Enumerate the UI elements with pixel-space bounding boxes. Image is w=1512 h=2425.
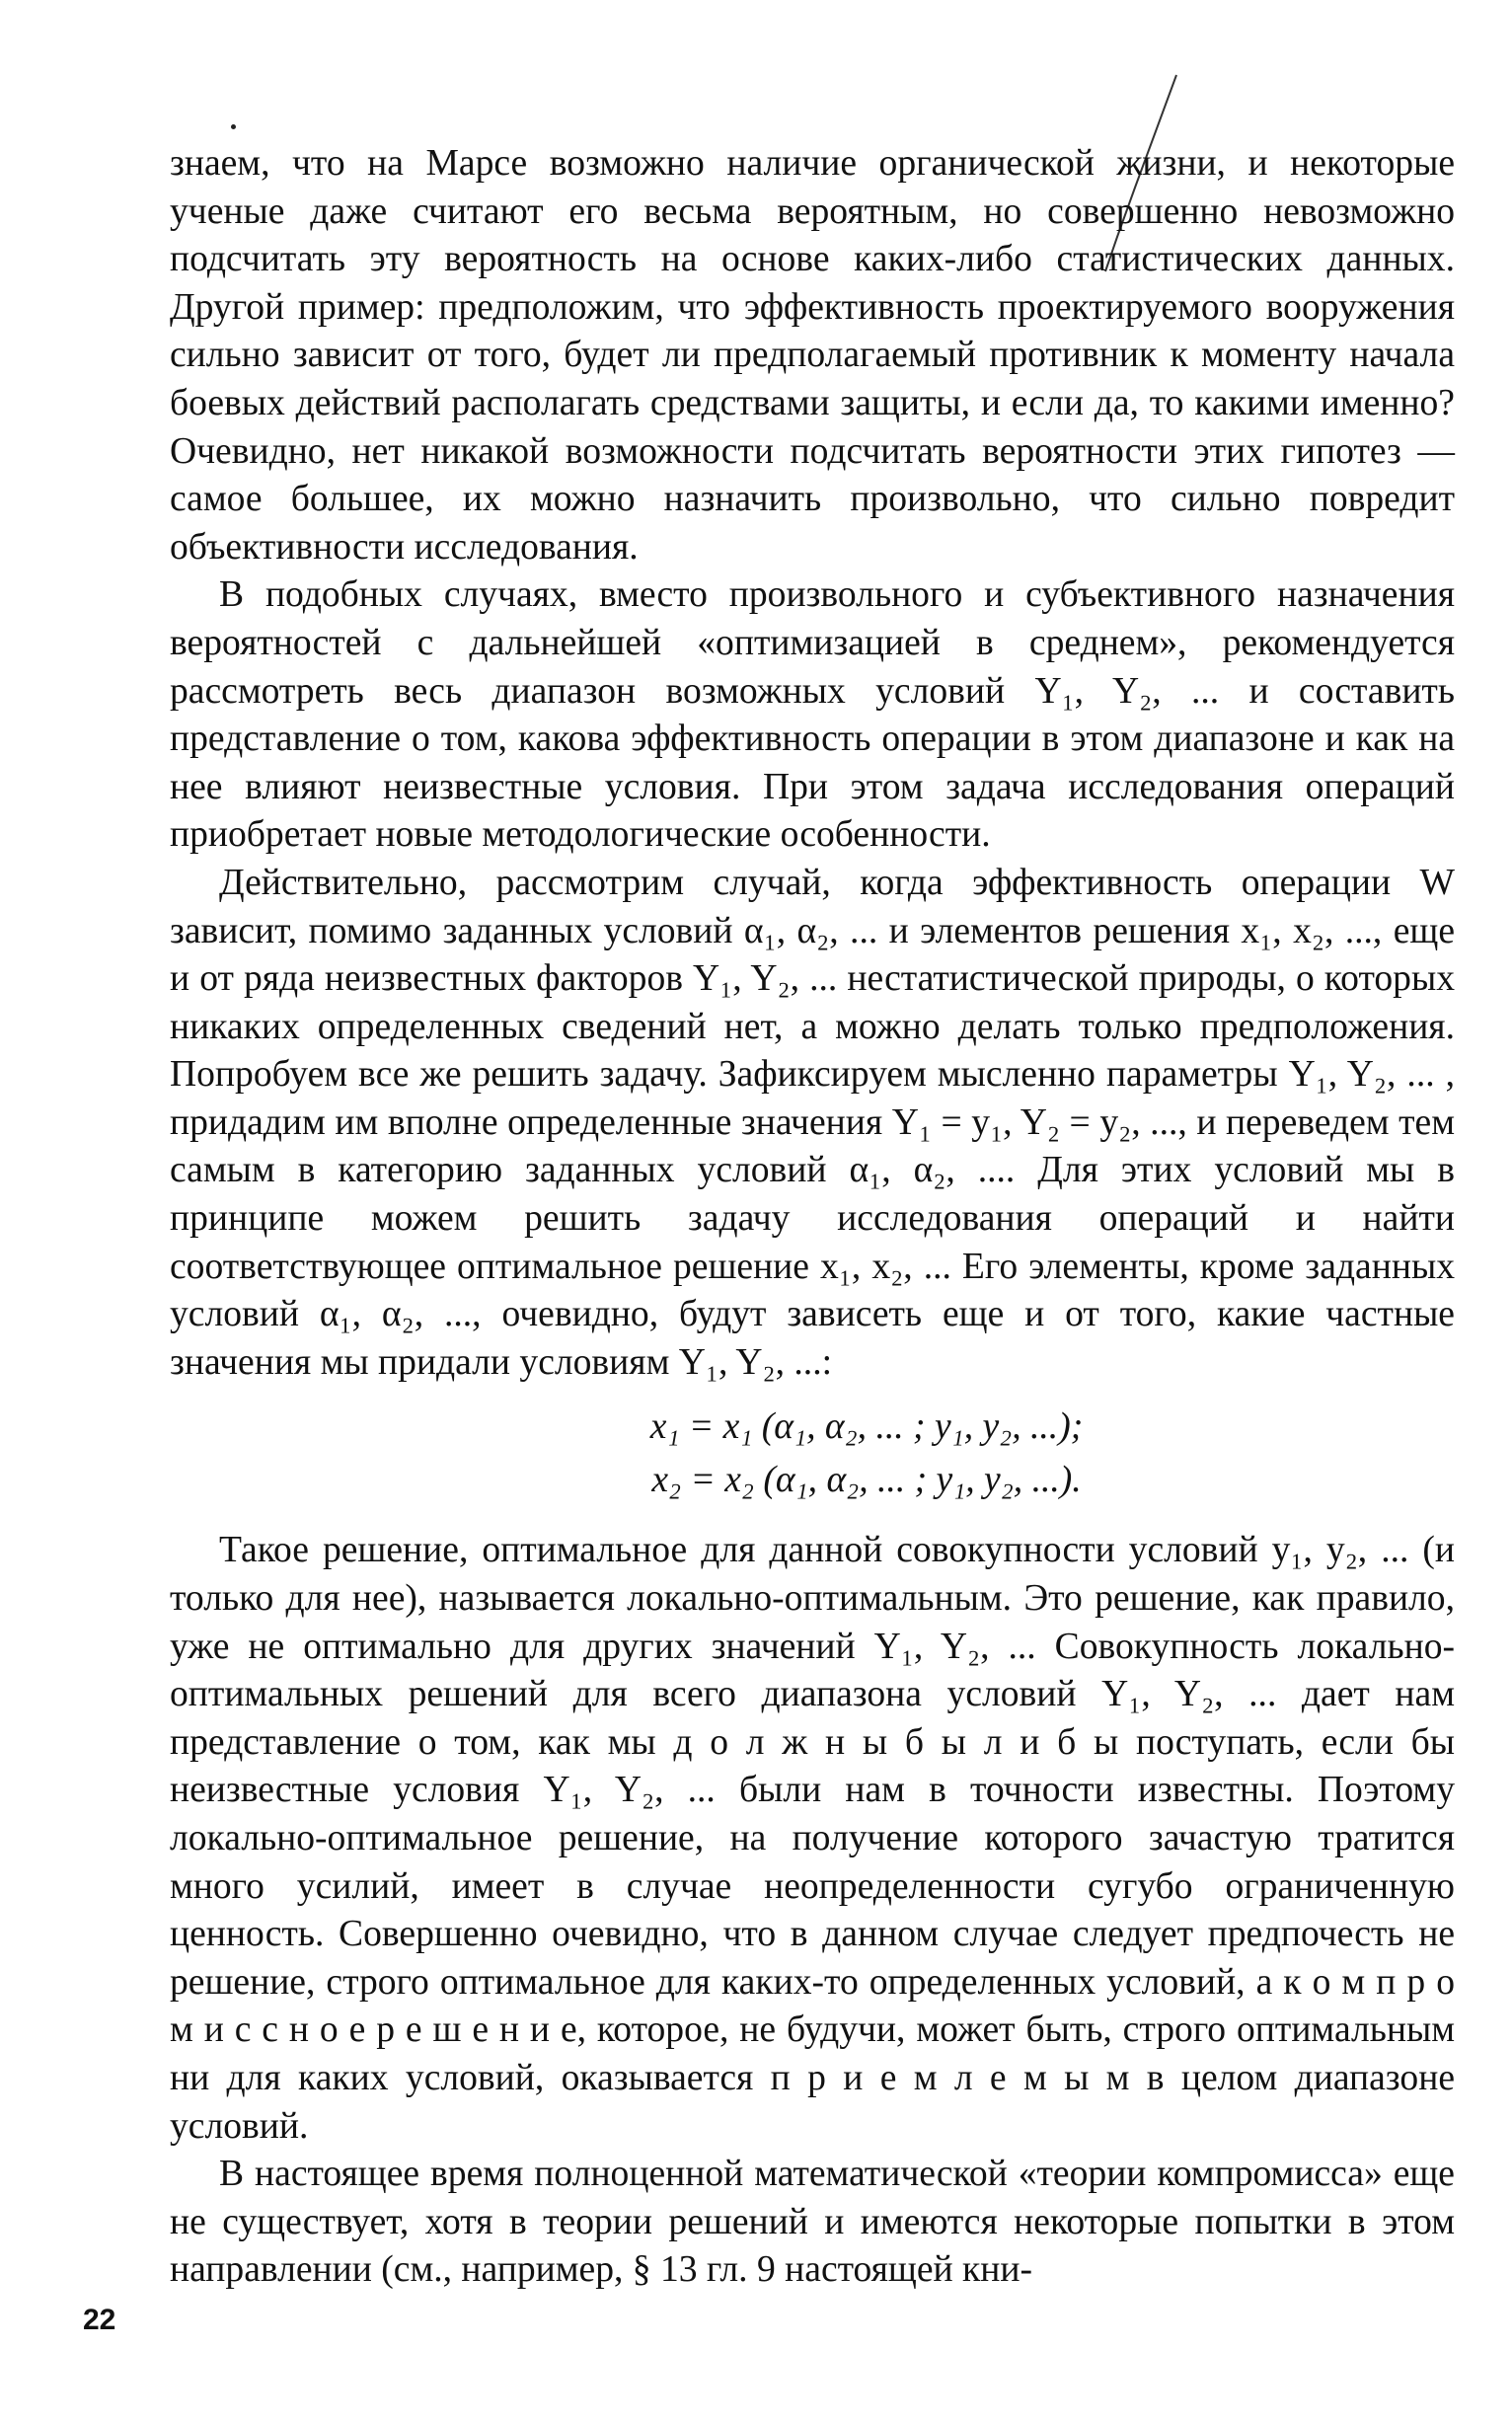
paragraph-4: Такое решение, оптимальное для данной совокупности условий y₁, y₂, ... (и только для нее), называется локально-оптимальным. Это решение, как правило, уже не оптимально для других значений Y₁, Y₂, ... Совокупность локально-оптимальных решений для всего диапазона условий Y₁, Y₂, ... дает нам представление о том, как мы д о л ж н ы б ы л и б ы поступать, если бы неизвестные условия Y₁, Y₂, ... были нам в точности известны. Поэтому локально-оптимальное решение, на получение которого зачастую тратится много усилий, имеет в случае неопределенности сугубо ограниченную ценность. Совершенно очевидно, что в данном случае следует предпочесть не решение, строго оптимальное для каких-то определенных условий, а к о м п р о м и с с н о е р е ш е н и е, которое, не будучи, может быть, строго оптимальным ни для каких условий, оказывается п р и е м л е м ы м в целом диапазоне условий. [170, 1530, 1455, 2147]
page-number: 22 [83, 2304, 116, 2336]
formula-x2: x₂ = x₂ (α₁, α₂, ... ; y₁, y₂, ...). [651, 1460, 1082, 1501]
ink-dot [231, 124, 236, 129]
paragraph-1: знаем, что на Марсе возможно наличие органической жизни, и некоторые ученые даже считают его весьма вероятным, но совершенно невозможно подсчитать эту вероятность на основе каких-либо статистических данных. Другой пример: предположим, что эффективность проектируемого вооружения сильно зависит от того, будет ли предполагаемый противник к моменту начала боевых действий располагать средствами защиты, и если да, то какими именно? Очевидно, нет никакой возможности подсчитать вероятности этих гипотез — самое большее, их можно назначить произвольно, что сильно повредит объективности исследования. [170, 143, 1455, 568]
formula-block [170, 1401, 1455, 1507]
text-column [170, 140, 1455, 2295]
paragraph-3: Действительно, рассмотрим случай, когда эффективность операции W зависит, помимо заданных условий α₁, α₂, ... и элементов решения x₁, x₂, ..., еще и от ряда неизвестных факторов Y₁, Y₂, ... нестатистической природы, о которых никаких определенных сведений нет, а можно делать только предположения. Попробуем все же решить задачу. Зафиксируем мысленно параметры Y₁, Y₂, ... , придадим им вполне определенные значения Y₁ = y₁, Y₂ = y₂, ..., и переведем тем самым в категорию заданных условий α₁, α₂, .... Для этих условий мы в принципе можем решить задачу исследования операций и найти соответствующее оптимальное решение x₁, x₂, ... Его элементы, кроме заданных условий α₁, α₂, ..., очевидно, будут зависеть еще и от того, какие частные значения мы придали условиям Y₁, Y₂, ...: [170, 862, 1455, 1383]
paragraph-5: В настоящее время полноценной математической «теории компромисса» еще не существует, хотя в теории решений и имеются некоторые попытки в этом направлении (см., например, § 13 гл. 9 настоящей кни- [170, 2154, 1455, 2291]
formula-x1: x₁ = x₁ (α₁, α₂, ... ; y₁, y₂, ...); [649, 1406, 1084, 1448]
paragraph-2: В подобных случаях, вместо произвольного и субъективного назначения вероятностей с дальнейшей «оптимизацией в среднем», рекомендуется рассмотреть весь диапазон возможных условий Y₁, Y₂, ... и составить представление о том, какова эффективность операции в этом диапазоне и как на нее влияют неизвестные условия. При этом задача исследования операций приобретает новые методологические особенности. [170, 574, 1455, 856]
